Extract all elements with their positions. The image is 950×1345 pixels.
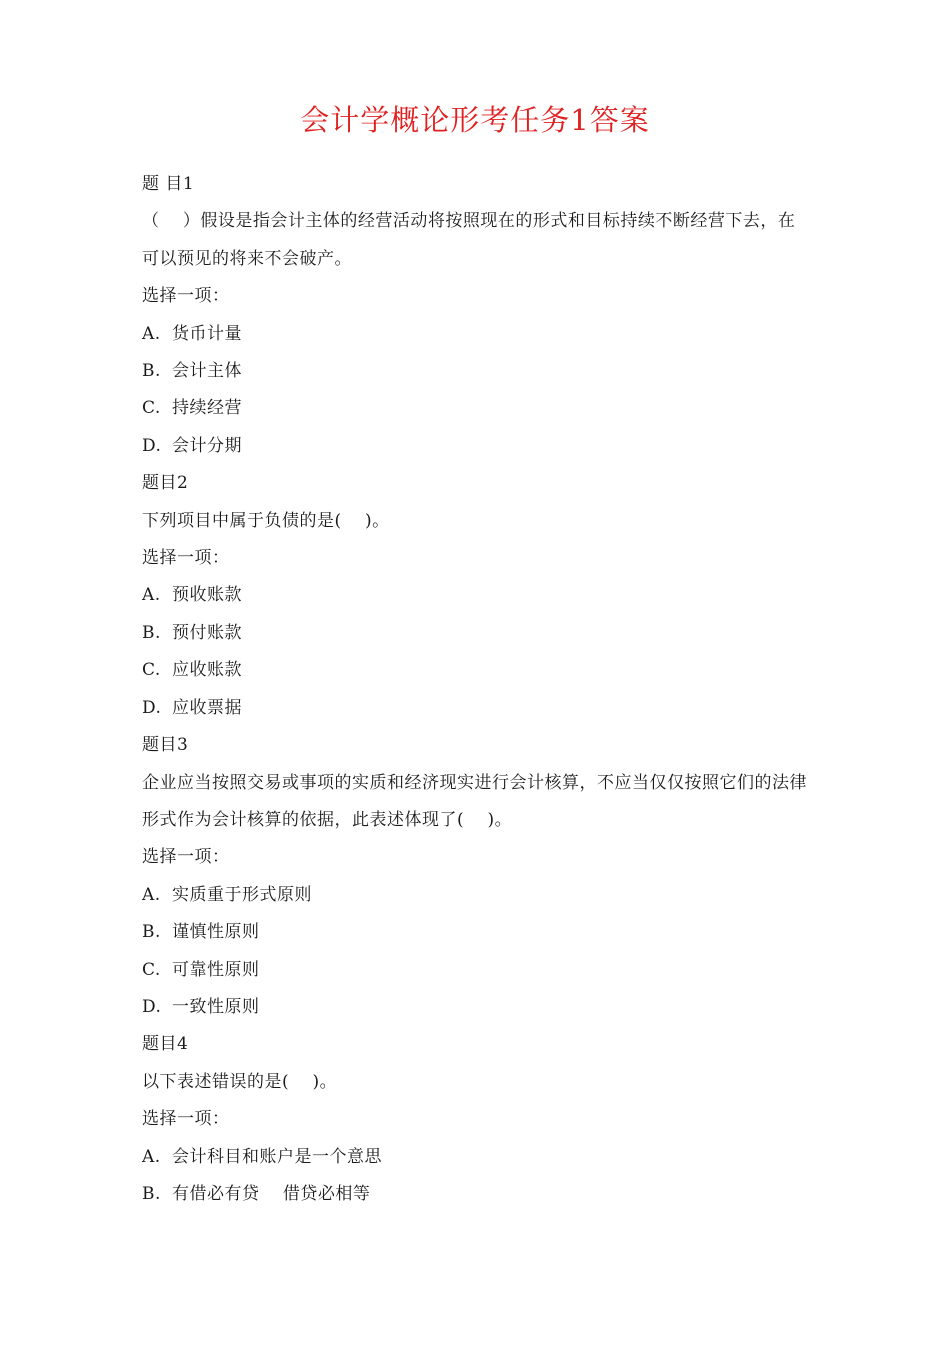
option-text: 货币计量 [172,323,242,344]
option-text: 会计科目和账户是一个意思 [172,1146,382,1167]
option-letter: B. [142,622,161,643]
option-d[interactable] [142,989,812,1026]
option-letter: A. [142,585,161,606]
option-a[interactable] [142,1139,812,1176]
option-b[interactable] [142,353,812,390]
option-text: 实质重于形式原则 [172,884,312,905]
question-text: 以下表述错误的是( )。 [142,1071,338,1092]
option-letter: B. [142,1183,161,1204]
option-letter: C. [142,660,161,681]
option-d[interactable] [142,690,812,727]
option-text: 持续经营 [172,398,242,419]
question-1 [142,166,812,465]
question-heading: 题 目1 [142,174,195,194]
option-text: 可靠性原则 [172,959,260,980]
option-letter: A. [142,884,161,905]
option-text: 一致性原则 [172,996,260,1017]
option-a[interactable] [142,877,812,914]
option-text: 会计分期 [172,435,242,456]
option-letter: B. [142,922,161,943]
option-text: 应收票据 [172,697,242,718]
option-letter: C. [142,959,161,980]
option-b[interactable] [142,914,812,951]
option-text: 应收账款 [172,660,242,681]
option-text: 有借必有贷 借贷必相等 [172,1183,371,1204]
option-letter: A. [142,1146,161,1167]
option-letter: D. [142,996,162,1017]
choose-one-label: 选择一项： [142,548,230,569]
question-text: （ ）假设是指会计主体的经营活动将按照现在的形式和目标持续不断经营下去，在可以预见的将来不会破产。 [142,211,796,269]
option-text: 预收账款 [172,585,242,606]
question-heading: 题目3 [142,735,189,756]
page-title: 会计学概论形考任务1答案 [300,103,650,137]
option-c[interactable] [142,952,812,989]
question-list [142,166,812,1213]
option-d[interactable] [142,428,812,465]
choose-one-label: 选择一项： [142,1109,230,1130]
question-4 [142,1026,812,1213]
option-letter: C. [142,398,161,419]
option-text: 会计主体 [172,361,242,382]
question-2 [142,465,812,727]
question-3 [142,727,812,1026]
option-c[interactable] [142,390,812,427]
option-letter: D. [142,697,162,718]
option-text: 预付账款 [172,622,242,643]
question-heading: 题目2 [142,473,189,494]
option-a[interactable] [142,577,812,614]
option-b[interactable] [142,1176,812,1213]
option-c[interactable] [142,652,812,689]
option-letter: D. [142,435,162,456]
option-a[interactable] [142,316,812,353]
option-b[interactable] [142,615,812,652]
choose-one-label: 选择一项： [142,847,230,868]
option-letter: B. [142,361,161,382]
question-text: 下列项目中属于负债的是( )。 [142,510,390,531]
option-text: 谨慎性原则 [172,922,260,943]
choose-one-label: 选择一项： [142,286,230,307]
question-heading: 题目4 [142,1034,189,1055]
option-letter: A. [142,323,161,344]
question-text: 企业应当按照交易或事项的实质和经济现实进行会计核算，不应当仅仅按照它们的法律形式作为会计核算的依据，此表述体现了( )。 [142,772,807,830]
